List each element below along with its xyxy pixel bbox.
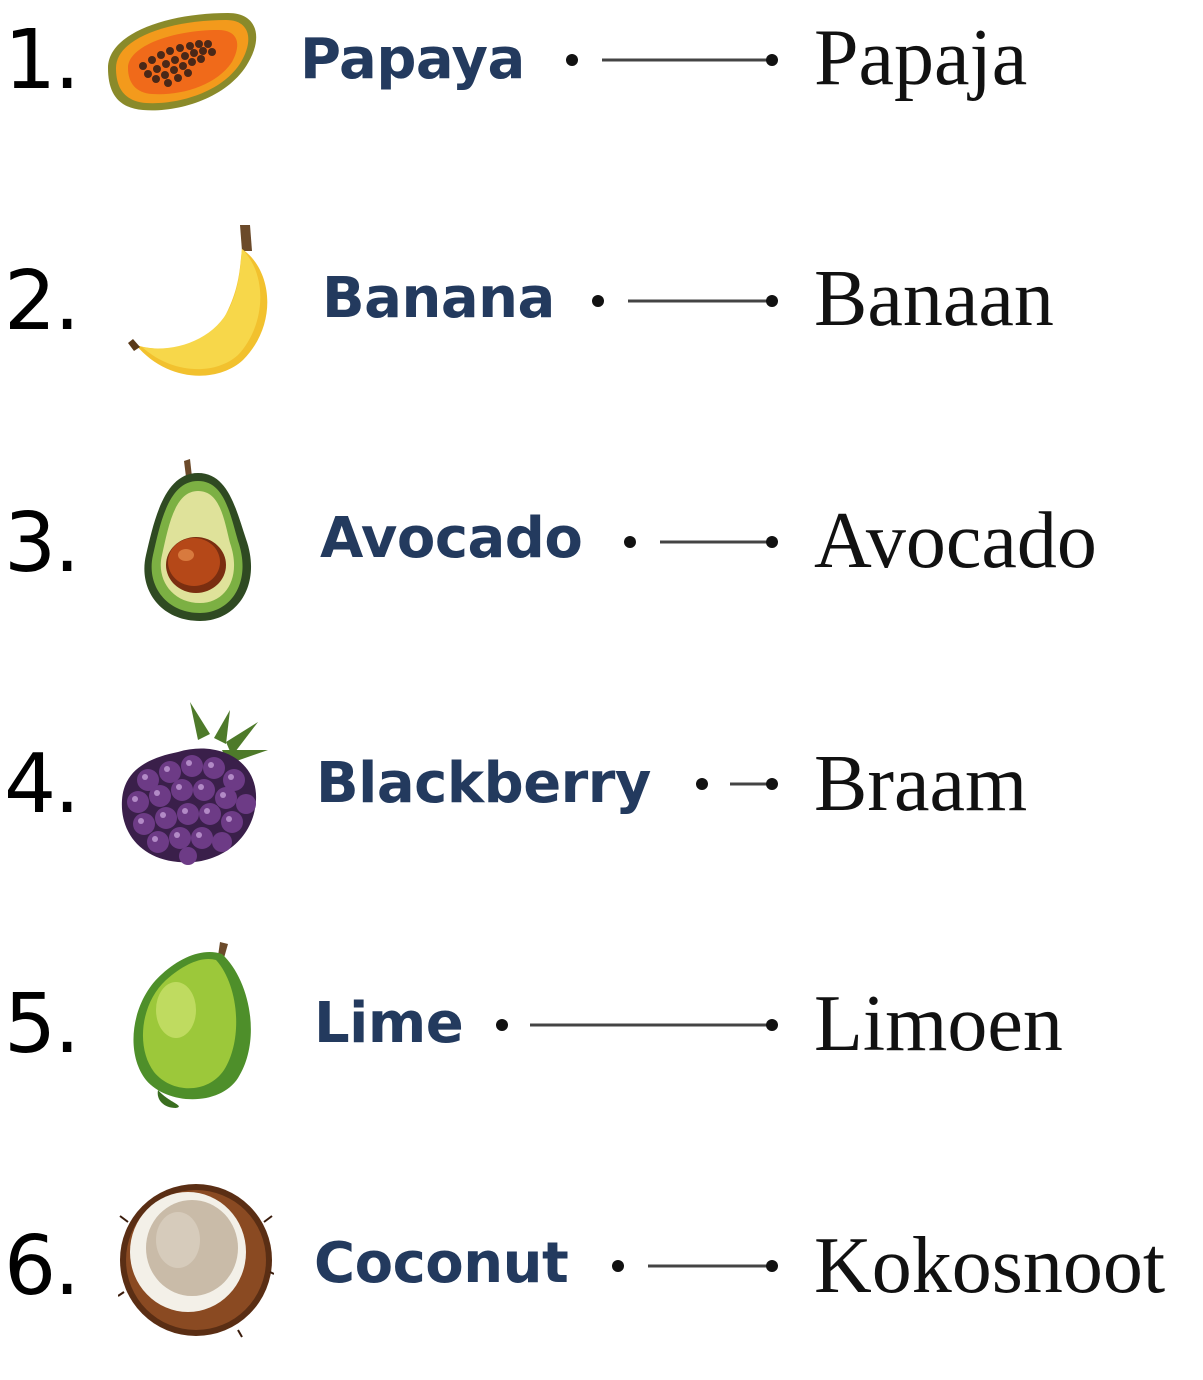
item-number: 4.: [4, 737, 79, 832]
item-number: 3.: [4, 496, 79, 591]
list-item: [0, 0, 1203, 200]
item-number: 2.: [4, 254, 79, 349]
match-connector: [690, 772, 790, 796]
dutch-word: Banaan: [814, 255, 1054, 343]
dutch-word: Avocado: [814, 497, 1097, 585]
blackberry-icon: [118, 700, 278, 866]
english-word: Avocado: [320, 506, 583, 571]
english-word: Banana: [322, 266, 555, 331]
match-connector: [586, 289, 790, 313]
avocado-icon: [138, 459, 262, 625]
english-word: Blackberry: [316, 751, 651, 816]
dutch-word: Papaja: [814, 14, 1028, 102]
lime-icon: [128, 940, 258, 1108]
item-number: 1.: [4, 13, 79, 108]
dutch-word: Kokosnoot: [814, 1222, 1166, 1310]
banana-icon: [128, 215, 278, 385]
list-item: [0, 455, 1203, 655]
papaya-icon: [98, 8, 264, 116]
english-word: Coconut: [314, 1231, 569, 1296]
list-item: [0, 1180, 1203, 1380]
match-connector: [618, 530, 790, 554]
list-item: [0, 700, 1203, 900]
list-item: [0, 215, 1203, 415]
english-word: Lime: [314, 991, 464, 1056]
english-word: Papaya: [300, 27, 525, 92]
match-connector: [560, 48, 790, 72]
coconut-icon: [118, 1182, 274, 1338]
dutch-word: Limoen: [814, 980, 1063, 1068]
match-connector: [606, 1254, 790, 1278]
list-item: [0, 940, 1203, 1140]
item-number: 5.: [4, 977, 79, 1072]
item-number: 6.: [4, 1219, 79, 1314]
match-connector: [490, 1013, 790, 1037]
dutch-word: Braam: [814, 740, 1028, 828]
